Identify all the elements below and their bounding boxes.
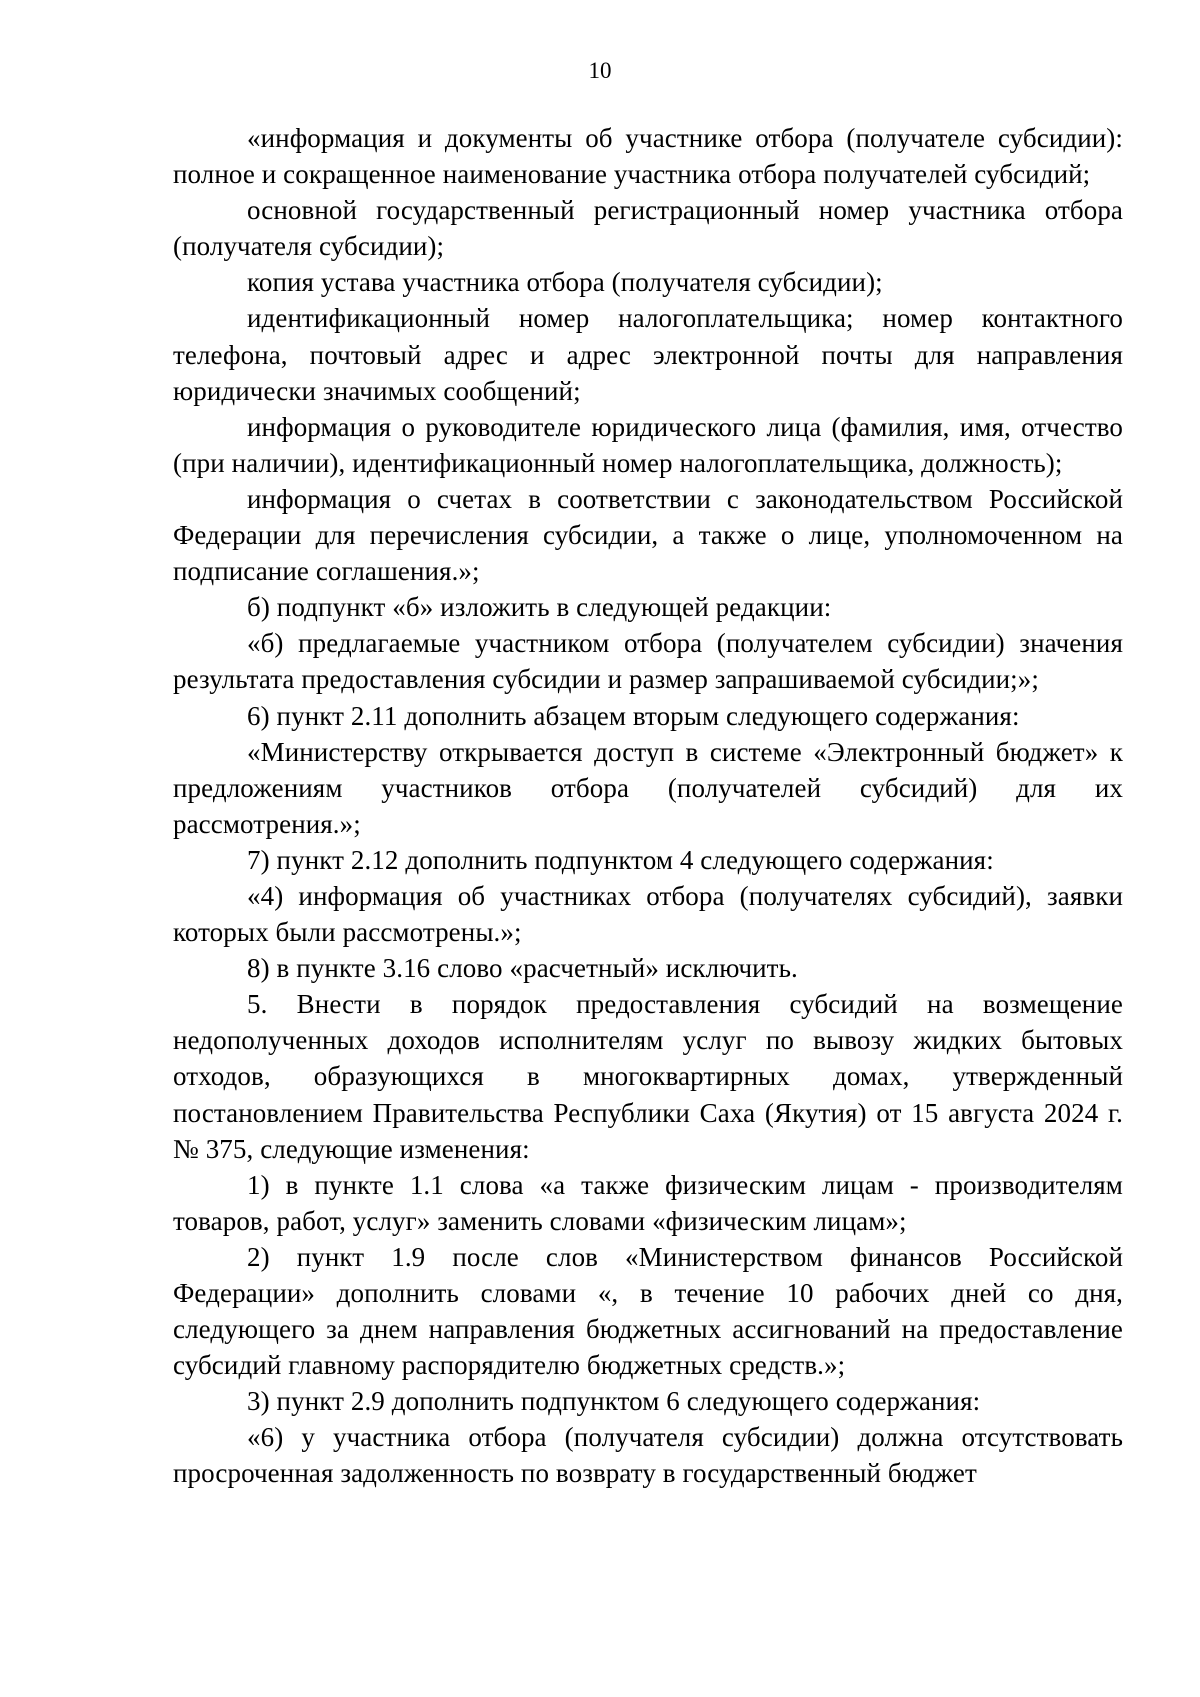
paragraph-section-5-item-3: 3) пункт 2.9 дополнить подпунктом 6 следующего содержания: — [247, 1386, 981, 1417]
paragraph-ogrn: основной государственный регистрационный номер участника отбора (получателя субсидии); — [173, 195, 1123, 262]
paragraph-charter-copy: копия устава участника отбора (получателя субсидии); — [247, 267, 883, 298]
document-body — [173, 120, 1123, 1492]
paragraph-participant-info: «информация и документы об участнике отбора (получателе субсидии): полное и сокращенное наименование участника отбора получателей субсидий; — [173, 123, 1123, 190]
paragraph-subitem-b-text: «б) предлагаемые участником отбора (получателем субсидии) значения результата предоставления субсидии и размер запрашиваемой субсидии;»; — [173, 628, 1123, 695]
paragraph-electronic-budget: «Министерству открывается доступ в системе «Электронный бюджет» к предложениям участников отбора (получателей субсидий) для их рассмотрения.»; — [173, 736, 1123, 839]
paragraph-section-5: 5. Внести в порядок предоставления субсидий на возмещение недополученных доходов исполнителям услуг по вывозу жидких бытовых отходов, образующихся в многоквартирных домах, утвержденный постановлением Правительства Республики Саха (Якутия) от 15 августа 2024 г. № 375, следующие изменения: — [173, 989, 1123, 1164]
page-number: 10 — [588, 58, 612, 83]
paragraph-manager-info: информация о руководителе юридического лица (фамилия, имя, отчество (при наличии), идентификационный номер налогоплательщика, должность); — [173, 411, 1123, 478]
paragraph-section-5-item-2: 2) пункт 1.9 после слов «Министерством финансов Российской Федерации» дополнить словами «, в течение 10 рабочих дней со дня, следующего за днем направления бюджетных ассигнований на предоставление субсидий главному распорядителю бюджетных средств.»; — [173, 1241, 1123, 1381]
paragraph-section-5-item-3-text: «6) у участника отбора (получателя субсидии) должна отсутствовать просроченная задолженность по возврату в государственный бюджет — [173, 1422, 1123, 1489]
paragraph-item-7-text: «4) информация об участниках отбора (получателях субсидий), заявки которых были рассмотрены.»; — [173, 880, 1123, 948]
paragraph-subitem-b: б) подпункт «б» изложить в следующей редакции: — [247, 592, 832, 623]
paragraph-item-8: 8) в пункте 3.16 слово «расчетный» исключить. — [247, 953, 798, 984]
paragraph-inn-contacts: идентификационный номер налогоплательщика; номер контактного телефона, почтовый адрес и адрес электронной почты для направления юридически значимых сообщений; — [173, 303, 1123, 406]
paragraph-item-6: 6) пункт 2.11 дополнить абзацем вторым следующего содержания: — [247, 700, 1020, 731]
paragraph-accounts-info: информация о счетах в соответствии с законодательством Российской Федерации для перечисления субсидии, а также о лице, уполномоченном на подписание соглашения.»; — [173, 483, 1123, 587]
paragraph-item-7: 7) пункт 2.12 дополнить подпунктом 4 следующего содержания: — [247, 844, 994, 875]
paragraph-section-5-item-1: 1) в пункте 1.1 слова «а также физическим лицам - производителям товаров, работ, услуг» заменить словами «физическим лицам»; — [173, 1169, 1123, 1236]
